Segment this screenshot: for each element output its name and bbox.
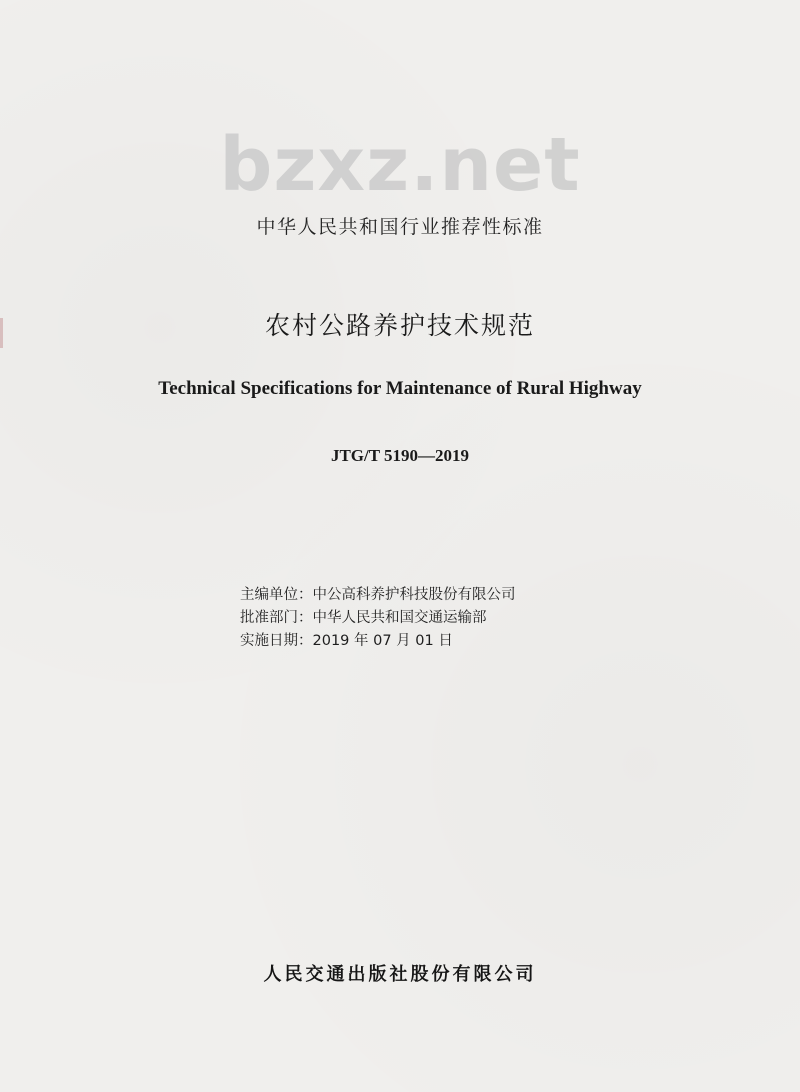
effective-date-value: 2019 年 07 月 01 日 [312, 633, 453, 649]
editor-value: 中公高科养护科技股份有限公司 [312, 587, 516, 603]
title-english: Technical Specifications for Maintenance of Rural Highway [158, 378, 642, 399]
standard-code: JTG/T 5190—2019 [330, 446, 470, 465]
approver-row [240, 607, 516, 630]
publication-info [240, 584, 516, 653]
title-chinese: 农村公路养护技术规范 [264, 311, 535, 340]
editor-label: 主编单位： [240, 587, 313, 603]
effective-date-row [240, 630, 516, 653]
publisher: 人民交通出版社股份有限公司 [263, 964, 537, 985]
approver-value: 中华人民共和国交通运输部 [312, 610, 487, 626]
approver-label: 批准部门： [240, 610, 313, 626]
effective-date-label: 实施日期： [240, 633, 313, 649]
standard-category: 中华人民共和国行业推荐性标准 [256, 216, 544, 238]
editor-row [240, 584, 516, 607]
watermark: bzxz.net [219, 122, 581, 208]
